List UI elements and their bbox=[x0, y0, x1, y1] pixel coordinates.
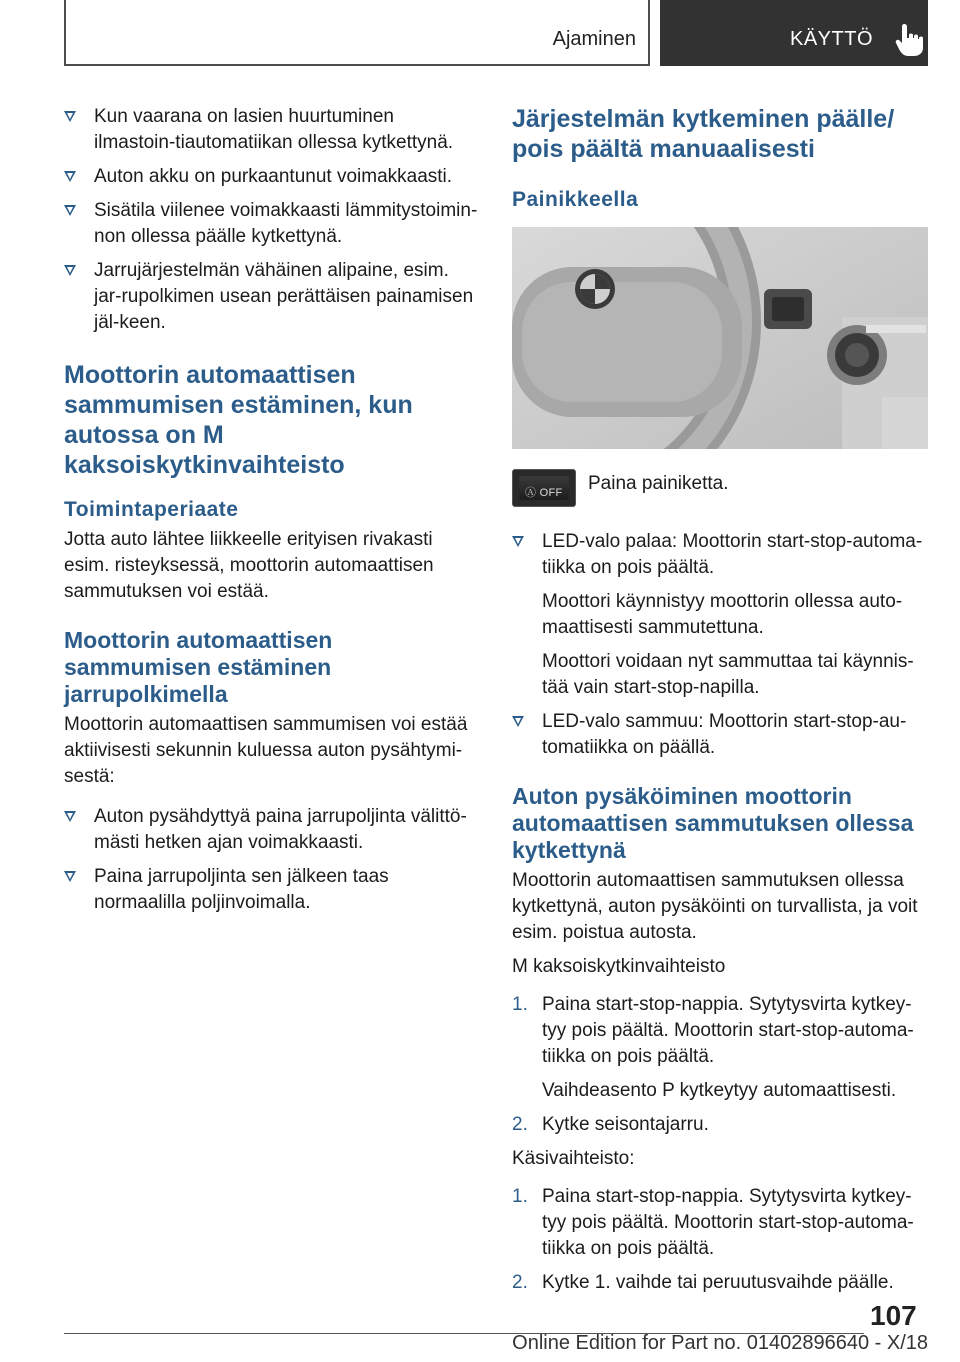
triangle-bullet-icon bbox=[64, 811, 76, 822]
triangle-bullet-icon bbox=[64, 871, 76, 882]
numbered-item: 1. Paina start-stop-nappia. Sytytysvirta kytkey-tyy pois päältä. Moottorin start-stop-automa-tiikka on pois päältä. bbox=[512, 994, 914, 1067]
subheading-principle: Toimintaperiaate bbox=[64, 498, 239, 521]
list-item: Auton pysähdyttyä paina jarrupoljinta välittö-mästi hetken ajan voimakkaasti. bbox=[64, 804, 478, 856]
triangle-bullet-icon bbox=[64, 205, 76, 216]
triangle-bullet-icon bbox=[64, 111, 76, 122]
heading-manual-toggle: Järjestelmän kytkeminen päälle/ pois päältä manuaalisesti bbox=[512, 105, 895, 163]
auto-start-stop-off-icon: Ⓐ OFF bbox=[525, 487, 563, 499]
pointing-hand-icon bbox=[894, 22, 924, 58]
list-item-note: Moottori käynnistyy moottorin ollessa auto-maattisesti sammutettuna. bbox=[542, 591, 903, 638]
button-caption-row bbox=[512, 469, 928, 509]
list-item-note: Moottori voidaan nyt sammuttaa tai käynnis-tää vain start-stop-napilla. bbox=[542, 651, 914, 698]
heading-parking: Auton pysäköiminen moottorin automaattisen sammutuksen ollessa kytkettynä bbox=[512, 783, 914, 863]
footer-edition: Online Edition for Part no. 01402896640 - X/18 bbox=[512, 1332, 928, 1354]
paragraph-principle: Jotta auto lähtee liikkeelle erityisen rivakasti esim. risteyksessä, moottorin automaattisen sammutuksen voi estää. bbox=[64, 529, 434, 602]
triangle-bullet-icon bbox=[64, 265, 76, 276]
left-column bbox=[64, 104, 478, 924]
list-item: Sisätila viilenee voimakkaasti lämmitystoimin-non ollessa päälle kytkettynä. bbox=[64, 198, 478, 250]
triangle-bullet-icon bbox=[64, 171, 76, 182]
heading-prevent-auto-stop-dct: Moottorin automaattisen sammumisen estäminen, kun autossa on M kaksoiskytkinvaihteisto bbox=[64, 361, 413, 479]
numbered-item: 2. Kytke seisontajarru. bbox=[512, 1114, 709, 1135]
auto-start-stop-off-button-image bbox=[512, 469, 576, 507]
header-section-title: Ajaminen bbox=[552, 28, 636, 50]
right-column bbox=[512, 104, 928, 1304]
list-item: Jarrujärjestelmän vähäinen alipaine, esim. jar-rupolkimen usean perättäisen painamisen jäl-keen. bbox=[64, 258, 478, 336]
subheading-with-button: Painikkeella bbox=[512, 188, 639, 211]
paragraph-dct: M kaksoiskytkinvaihteisto bbox=[512, 956, 726, 977]
list-item: LED-valo palaa: Moottorin start-stop-automa-tiikka on pois päältä. bbox=[512, 529, 928, 581]
paragraph-brake-pedal: Moottorin automaattisen sammumisen voi estää aktiivisesti sekunnin kuluessa auton pysähtymi-sestä: bbox=[64, 714, 468, 787]
numbered-item-note: Vaihdeasento P kytkeytyy automaattisesti. bbox=[542, 1080, 897, 1101]
paragraph-manual-gearbox: Käsivaihteisto: bbox=[512, 1148, 635, 1169]
list-item: Kun vaarana on lasien huurtuminen ilmastoin-tiautomatiikan ollessa kytkettynä. bbox=[64, 104, 478, 156]
button-caption: Paina painiketta. bbox=[588, 473, 729, 494]
steering-wheel-photo bbox=[512, 227, 928, 449]
subheading-brake-pedal: Moottorin automaattisen sammumisen estäminen jarrupolkimella bbox=[64, 627, 333, 707]
list-item: LED-valo sammuu: Moottorin start-stop-au-tomatiikka on päällä. bbox=[512, 709, 928, 761]
list-item: Auton akku on purkaantunut voimakkaasti. bbox=[64, 164, 478, 190]
list-item: Paina jarrupoljinta sen jälkeen taas normaalilla poljinvoimalla. bbox=[64, 864, 478, 916]
triangle-bullet-icon bbox=[512, 536, 524, 547]
page-number: 107 bbox=[870, 1300, 917, 1331]
triangle-bullet-icon bbox=[512, 716, 524, 727]
paragraph-parking: Moottorin automaattisen sammutuksen ollessa kytkettynä, auton pysäköinti on turvallista, ja voit esim. poistua autosta. bbox=[512, 870, 918, 943]
numbered-item: 2. Kytke 1. vaihde tai peruutusvaihde päälle. bbox=[512, 1272, 894, 1293]
header-chapter-title: KÄYTTÖ bbox=[790, 28, 874, 50]
numbered-item: 1. Paina start-stop-nappia. Sytytysvirta kytkey-tyy pois päältä. Moottorin start-stop-automa-tiikka on pois päältä. bbox=[512, 1186, 914, 1259]
